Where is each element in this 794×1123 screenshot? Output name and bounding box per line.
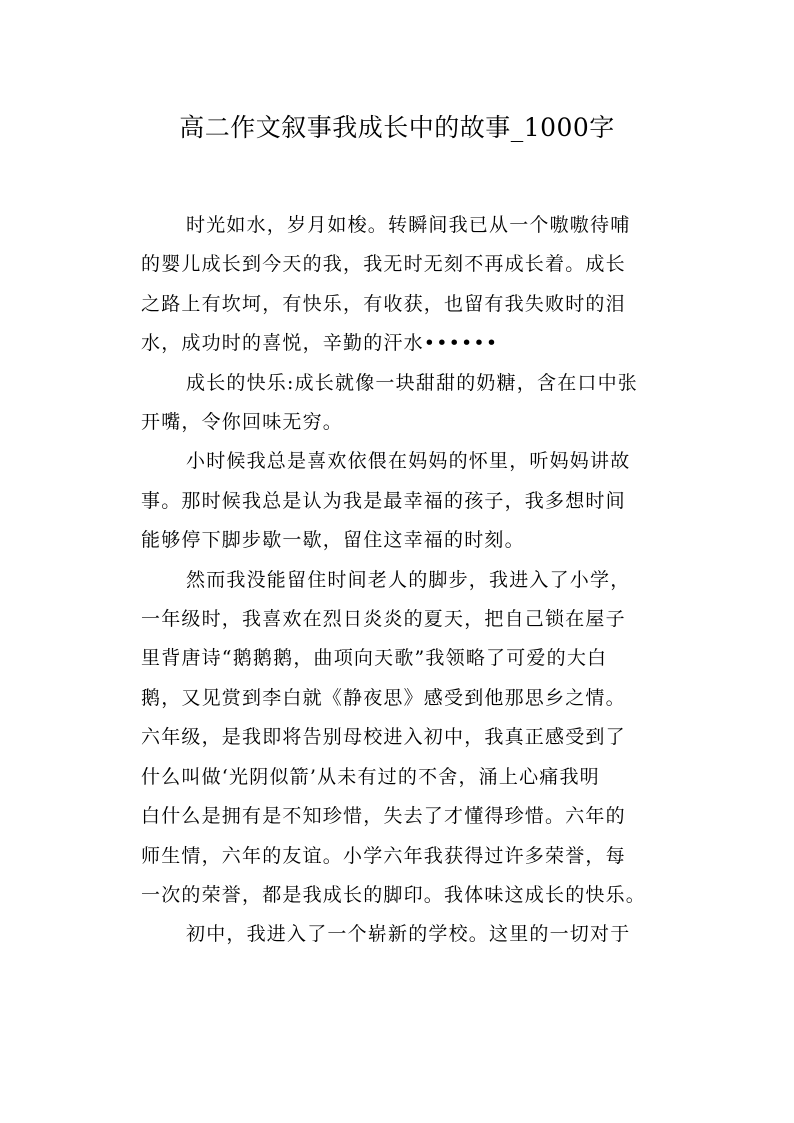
text-line: 之路上有坎坷，有快乐，有收获，也留有我失败时的泪 [141,292,626,315]
paragraph-2 [141,364,661,443]
text-line: 里背唐诗“鹅鹅鹅，曲项向天歌”我领略了可爱的大白 [141,647,608,670]
text-line: 成长的快乐:成长就像一块甜甜的奶糖，含在口中张 [186,371,639,394]
text-line: 小时候我总是喜欢依偎在妈妈的怀里，听妈妈讲故 [186,450,631,473]
text-line: 一年级时，我喜欢在烈日炎炎的夏天，把自己锁在屋子 [141,608,626,631]
paragraph-5 [141,915,661,954]
text-line: 能够停下脚步歇一歇，留住这幸福的时刻。 [141,529,525,552]
text-line: 一次的荣誉，都是我成长的脚印。我体味这成长的快乐。 [141,883,647,906]
text-line: 事。那时候我总是认为我是最幸福的孩子，我多想时间 [141,489,626,512]
text-line: 什么叫做‘光阴似箭’从未有过的不舍，涌上心痛我明 [141,765,600,788]
text-line: 鹅，又见赏到李白就《静夜思》感受到他那思乡之情。 [141,686,626,709]
paragraph-1 [141,206,661,364]
text-line: 师生情，六年的友谊。小学六年我获得过许多荣誉，每 [141,844,626,867]
text-line: 六年级，是我即将告别母校进入初中，我真正感受到了 [141,726,626,749]
paragraph-3 [141,442,661,560]
document-title: 高二作文叙事我成长中的故事_1000字 [179,113,615,142]
text-line: 时光如水，岁月如梭。转瞬间我已从一个嗷嗷待哺 [186,214,631,236]
text-line: 初中，我进入了一个崭新的学校。这里的一切对于 [186,923,631,946]
text-line: 开嘴，令你回味无穷。 [141,411,344,434]
text-line: 然而我没能留住时间老人的脚步，我进入了小学， [186,568,631,591]
text-line: 的婴儿成长到今天的我，我无时无刻不再成长着。成长 [141,253,626,276]
document-body [141,206,661,955]
paragraph-4 [141,561,661,916]
text-line: 白什么是拥有是不知珍惜，失去了才懂得珍惜。六年的 [141,805,626,828]
text-line: 水，成功时的喜悦，辛勤的汗水•••••• [141,332,499,355]
